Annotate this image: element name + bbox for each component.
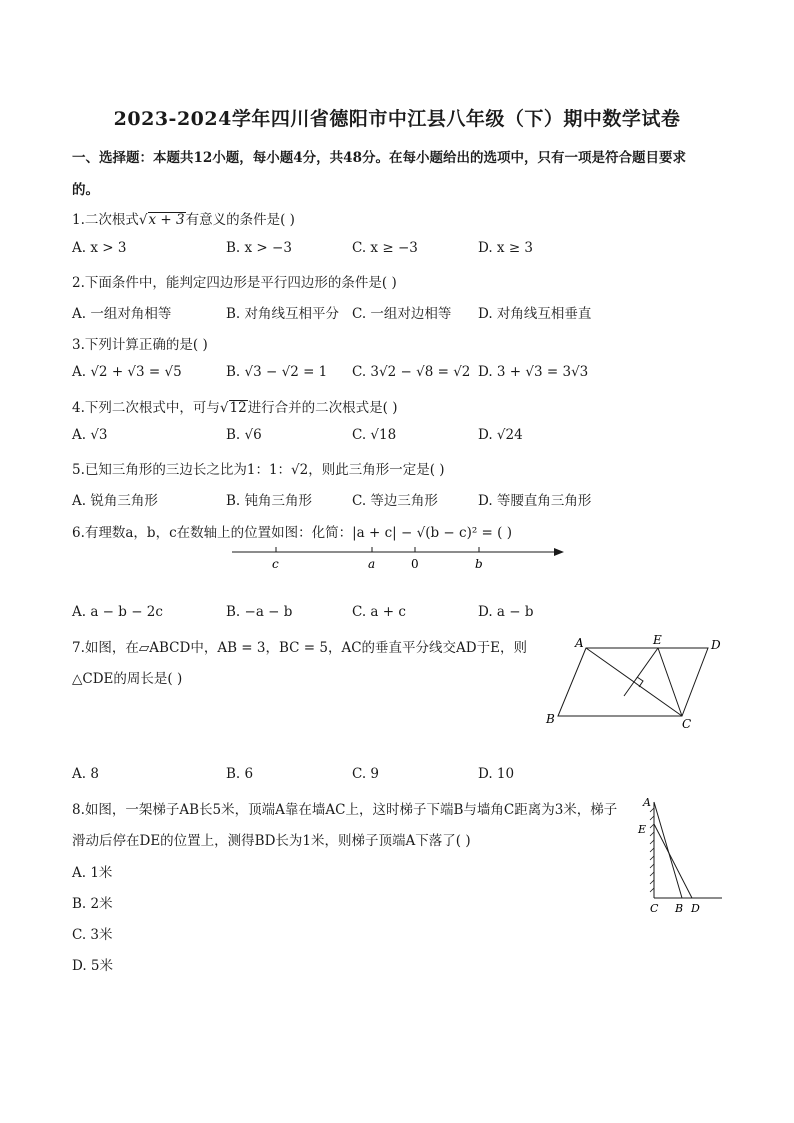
q7-stem-line1: 7.如图，在▱ABCD中，AB = 3，BC = 5，AC的垂直平分线交AD于E，则 [72,640,527,656]
q1-stem [72,208,295,228]
q2-option-b[interactable]: B. 对角线互相平分 [226,306,340,322]
q8-option-c[interactable]: C. 3米 [72,927,113,943]
q5-option-b[interactable]: B. 钝角三角形 [226,493,313,509]
q7-option-b[interactable]: B. 6 [226,766,254,782]
q1-stem-pre: 1.二次根式 [72,212,139,228]
label-a: A [575,636,584,650]
q8-stem-line1: 8.如图，一架梯子AB长5米，顶端A靠在墙AC上，这时梯子下端B与墙角C距离为3米，梯子 [72,802,618,818]
q4-stem [72,396,398,416]
number-line-figure [228,540,568,574]
parallelogram-abcd [558,648,708,716]
label-d: D [711,638,721,652]
q4-option-b[interactable]: B. √6 [226,427,262,443]
q3-stem: 3.下列计算正确的是( ) [72,337,208,353]
label-b: B [546,712,555,726]
section-heading-line2: 的。 [72,182,99,198]
q5-option-c[interactable]: C. 等边三角形 [352,493,438,509]
q5-option-a[interactable]: A. 锐角三角形 [72,493,158,509]
page-title: 2023-2024学年四川省德阳市中江县八年级（下）期中数学试卷 [113,108,681,130]
q3-option-a[interactable]: A. √2 + √3 = √5 [72,364,182,380]
q6-option-c[interactable]: C. a + c [352,604,406,620]
q4-stem-post: 进行合并的二次根式是( ) [247,400,398,416]
axis-label-c: c [272,557,279,571]
q3-option-c[interactable]: C. 3√2 − √8 = √2 [352,364,471,380]
label-b: B [675,902,684,915]
q8-option-a[interactable]: A. 1米 [72,865,113,881]
q3-option-d[interactable]: D. 3 + √3 = 3√3 [478,364,589,380]
q4-stem-pre: 4.下列二次根式中，可与 [72,400,220,416]
axis-label-a: a [368,557,376,571]
ladder-figure [634,794,726,918]
radical-sign: √ [219,400,229,416]
q3-option-b[interactable]: B. √3 − √2 = 1 [226,364,328,380]
q4-option-c[interactable]: C. √18 [352,427,397,443]
section-heading-line1: 一、选择题：本题共12小题，每小题4分，共48分。在每小题给出的选项中，只有一项是符合题目要求 [72,150,686,166]
wall-hatching [650,808,654,892]
q6-option-b[interactable]: B. −a − b [226,604,293,620]
q4-radicand: 12 [229,400,247,416]
q5-stem: 5.已知三角形的三边长之比为1：1：√2，则此三角形一定是( ) [72,462,445,478]
ladder-ab [654,802,682,898]
parallelogram-figure [540,630,730,734]
axis-label-b: b [475,557,483,571]
q1-radicand: x + 3 [148,212,185,228]
q2-option-c[interactable]: C. 一组对边相等 [352,306,452,322]
q7-option-d[interactable]: D. 10 [478,766,515,782]
q1-option-c[interactable]: C. x ≥ −3 [352,240,418,256]
label-e: E [653,633,662,647]
q1-option-b[interactable]: B. x > −3 [226,240,292,256]
ladder-de [654,824,692,898]
label-a: A [643,796,651,809]
q6-option-a[interactable]: A. a − b − 2c [72,604,163,620]
radical-sign: √ [138,212,148,228]
perpendicular-bisector [624,648,658,696]
segment-ec [658,648,682,716]
right-angle-mark [637,677,643,687]
q8-option-b[interactable]: B. 2米 [72,896,113,912]
label-d: D [691,902,700,915]
q2-stem: 2.下面条件中，能判定四边形是平行四边形的条件是( ) [72,275,397,291]
q8-option-d[interactable]: D. 5米 [72,958,114,974]
q1-option-a[interactable]: A. x > 3 [72,240,127,256]
q7-option-c[interactable]: C. 9 [352,766,380,782]
arrow-head-icon [554,548,564,556]
q1-stem-post: 有意义的条件是( ) [185,212,295,228]
label-c: C [650,902,659,915]
q6-stem: 6.有理数a，b，c在数轴上的位置如图：化简：|a + c| − √(b − c)² = ( ) [72,525,512,541]
q5-option-d[interactable]: D. 等腰直角三角形 [478,493,592,509]
q6-option-d[interactable]: D. a − b [478,604,534,620]
q7-stem-line2: △CDE的周长是( ) [72,671,183,687]
label-e: E [638,823,647,836]
q2-option-a[interactable]: A. 一组对角相等 [72,306,172,322]
axis-label-0: 0 [411,557,419,571]
q4-option-a[interactable]: A. √3 [72,427,108,443]
q1-option-d[interactable]: D. x ≥ 3 [478,240,534,256]
q8-stem-line2: 滑动后停在DE的位置上，测得BD长为1米，则梯子顶端A下落了( ) [72,833,471,849]
q4-option-d[interactable]: D. √24 [478,427,523,443]
q7-option-a[interactable]: A. 8 [72,766,99,782]
label-c: C [682,717,692,731]
q2-option-d[interactable]: D. 对角线互相垂直 [478,306,592,322]
